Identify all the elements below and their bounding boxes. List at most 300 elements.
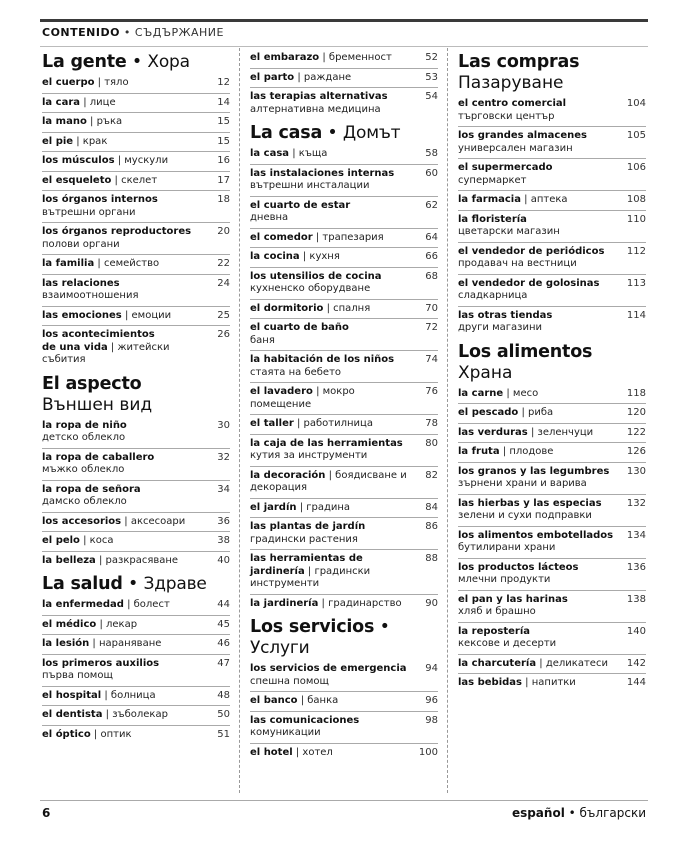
- section-heading: [458, 342, 646, 384]
- entry-separator: |: [312, 386, 323, 397]
- entry-title-bg: спалня: [333, 302, 371, 314]
- contents-entry[interactable]: [458, 658, 646, 671]
- contents-entry[interactable]: [42, 619, 230, 632]
- contents-entry[interactable]: [42, 116, 230, 129]
- contents-entry[interactable]: [250, 663, 438, 688]
- contents-entry[interactable]: [458, 626, 646, 651]
- entry-title-es: la farmacia: [458, 194, 521, 205]
- section-title-es: El aspecto: [42, 373, 142, 394]
- section-title-bg: Пазаруване: [458, 73, 564, 93]
- entry-page-number: 46: [217, 638, 230, 649]
- entry-separator: |: [293, 418, 304, 429]
- contents-entry[interactable]: [42, 638, 230, 651]
- entry-separator: |: [95, 554, 106, 566]
- entry-page-number: 80: [425, 437, 438, 449]
- entry-title-bg: цветарски магазин: [458, 226, 560, 237]
- entry-title-bg: стаята на бебето: [250, 366, 342, 378]
- entry-title-bg: зелени и сухи подправки: [458, 510, 592, 521]
- entry-separator: |: [503, 387, 513, 399]
- entry-divider: [458, 622, 646, 623]
- entry-title-bg: къща: [298, 148, 328, 159]
- entry-divider: [42, 274, 230, 275]
- entry-divider: [250, 434, 438, 435]
- entry-title-bg: градинарство: [328, 597, 402, 609]
- entry-divider: [42, 448, 230, 449]
- entry-title-bg: тяло: [104, 77, 129, 88]
- contents-entry[interactable]: [458, 162, 646, 187]
- entry-page-number: 72: [425, 322, 438, 333]
- section-title-es: La gente: [42, 52, 127, 72]
- contents-entry[interactable]: [458, 677, 646, 690]
- contents-entry[interactable]: [42, 155, 230, 168]
- entry-title-bg: кутия за инструменти: [250, 450, 368, 461]
- entry-divider: [250, 318, 438, 319]
- entry-title-bg: алтернативна медицина: [250, 103, 381, 115]
- entry-page-number: 84: [425, 501, 438, 513]
- contents-entry[interactable]: [250, 747, 438, 760]
- entry-title-es: el pelo: [42, 535, 80, 546]
- entry-title-bg: риба: [528, 407, 554, 418]
- entry-page-number: 106: [626, 162, 646, 173]
- entry-title-bg: хотел: [302, 746, 333, 758]
- section-heading: [42, 52, 230, 73]
- entry-separator: |: [296, 501, 307, 513]
- entry-divider: [42, 512, 230, 513]
- entry-divider: [42, 551, 230, 552]
- entry-page-number: 134: [626, 529, 646, 541]
- entry-separator: |: [292, 746, 303, 758]
- entry-title-es: la jardinería: [250, 597, 319, 609]
- contents-entry[interactable]: [42, 258, 230, 271]
- entry-separator: |: [304, 565, 315, 577]
- entry-title-es: la mano: [42, 116, 87, 127]
- entry-title-bg: лекар: [106, 618, 138, 630]
- entry-title-bg: аптека: [530, 194, 568, 205]
- contents-column-2: [250, 52, 438, 759]
- entry-title-bg: мокро помещение: [250, 386, 355, 410]
- entry-title-es: la casa: [250, 148, 290, 159]
- entry-divider: [42, 480, 230, 481]
- entry-page-number: 40: [217, 554, 230, 566]
- contents-header-title: [42, 26, 224, 39]
- contents-entry[interactable]: [42, 516, 230, 529]
- entry-divider: [42, 325, 230, 326]
- entry-title-bg: кексове и десерти: [458, 638, 557, 649]
- entry-separator: |: [294, 71, 304, 83]
- contents-column-3: [458, 52, 646, 690]
- section-title-es: Los alimentos: [458, 341, 593, 362]
- contents-entry[interactable]: [250, 695, 438, 708]
- entry-title-bg: универсален магазин: [458, 142, 573, 154]
- contents-entry[interactable]: [42, 690, 230, 703]
- entry-title-es-cont: jardinería: [250, 565, 305, 577]
- entry-title-bg: ръка: [96, 116, 123, 127]
- entry-separator: |: [299, 251, 310, 262]
- entry-page-number: 74: [425, 354, 438, 365]
- entry-title-es: el dentista: [42, 709, 103, 720]
- entry-title-es: los órganos reproductores: [42, 226, 192, 237]
- contents-entry[interactable]: [42, 452, 230, 477]
- section-bullet: •: [374, 617, 390, 637]
- entry-page-number: 50: [217, 709, 230, 720]
- entry-page-number: 58: [425, 148, 438, 159]
- contents-header-bar: [40, 19, 648, 47]
- entry-title-es: las relaciones: [42, 277, 120, 289]
- entry-title-es: la charcutería: [458, 657, 537, 669]
- contents-entry[interactable]: [458, 194, 646, 207]
- entry-divider: [250, 164, 438, 165]
- contents-entry[interactable]: [250, 251, 438, 264]
- entry-separator: |: [518, 407, 529, 418]
- entry-divider: [42, 705, 230, 706]
- contents-entry[interactable]: [42, 175, 230, 188]
- entry-divider: [250, 87, 438, 88]
- entry-title-bg: супермаркет: [458, 174, 527, 186]
- entry-page-number: 108: [626, 194, 646, 205]
- footer-lang-bg: български: [579, 806, 646, 820]
- contents-entry[interactable]: [250, 354, 438, 379]
- contents-entry[interactable]: [458, 466, 646, 491]
- entry-separator: |: [318, 597, 329, 609]
- entry-title-bg: скелет: [121, 174, 158, 186]
- entry-separator: |: [79, 535, 90, 546]
- contents-entry[interactable]: [458, 562, 646, 587]
- section-title-es: La casa: [250, 123, 323, 143]
- contents-entry[interactable]: [250, 386, 438, 411]
- entry-separator: |: [80, 96, 90, 108]
- contents-entry[interactable]: [250, 72, 438, 85]
- entry-divider: [458, 242, 646, 243]
- section-title-bg: Външен вид: [42, 394, 153, 415]
- entry-title-bg: напитки: [531, 677, 576, 688]
- contents-entry[interactable]: [458, 98, 646, 123]
- contents-entry[interactable]: [458, 246, 646, 271]
- entry-divider: [458, 558, 646, 559]
- contents-column-1: [42, 52, 230, 741]
- entry-divider: [42, 112, 230, 113]
- entry-divider: [250, 743, 438, 744]
- contents-entry[interactable]: [42, 599, 230, 612]
- entry-page-number: 78: [425, 418, 438, 429]
- entry-page-number: 100: [418, 746, 438, 758]
- entry-title-bg: баня: [250, 334, 275, 346]
- contents-entry[interactable]: [250, 303, 438, 316]
- entry-title-es: las hierbas y las especias: [458, 497, 602, 509]
- contents-entry[interactable]: [42, 278, 230, 303]
- entry-separator: |: [319, 52, 329, 63]
- entry-separator: |: [86, 116, 97, 127]
- entry-title-bg: разкрасяване: [105, 554, 179, 566]
- entry-page-number: 86: [425, 521, 438, 532]
- entry-title-es: los órganos internos: [42, 194, 158, 205]
- contents-entry[interactable]: [458, 214, 646, 239]
- contents-entry[interactable]: [458, 278, 646, 303]
- entry-title-es: las comunicaciones: [250, 714, 360, 726]
- entry-page-number: 38: [217, 535, 230, 546]
- contents-entry[interactable]: [250, 470, 438, 495]
- entry-separator: |: [536, 657, 546, 669]
- entry-title-es: el vendedor de golosinas: [458, 277, 600, 289]
- contents-entry[interactable]: [42, 329, 230, 367]
- contents-entry[interactable]: [458, 498, 646, 523]
- entry-page-number: 45: [217, 618, 230, 630]
- contents-entry[interactable]: [250, 200, 438, 225]
- entry-title-es: la cocina: [250, 251, 300, 262]
- contents-entry[interactable]: [458, 388, 646, 401]
- entry-divider: [250, 350, 438, 351]
- entry-title-es: el comedor: [250, 231, 313, 243]
- entry-divider: [42, 190, 230, 191]
- entry-separator: |: [94, 77, 105, 88]
- entry-divider: [250, 549, 438, 550]
- entry-title-bg: кухненско оборудване: [250, 283, 371, 294]
- entry-title-bg: детско облекло: [42, 432, 126, 443]
- entry-title-bg: боядисване и: [335, 469, 407, 481]
- section-title-bg: Хора: [147, 52, 190, 72]
- entry-separator: |: [101, 689, 111, 701]
- contents-entry[interactable]: [250, 148, 438, 161]
- entry-page-number: 17: [217, 174, 230, 186]
- entry-separator: |: [121, 515, 131, 527]
- entry-title-bg: декорация: [250, 482, 308, 493]
- entry-title-es: el pescado: [458, 407, 519, 418]
- entry-page-number: 64: [425, 231, 438, 243]
- entry-title-es: los granos y las legumbres: [458, 465, 610, 477]
- entry-title-bg: полови органи: [42, 238, 120, 250]
- contents-entry[interactable]: [42, 658, 230, 683]
- entry-divider: [458, 274, 646, 275]
- entry-page-number: 52: [425, 52, 438, 63]
- entry-title-bg: вътрешни органи: [42, 206, 136, 218]
- section-title-bg: Услуги: [250, 638, 310, 658]
- entry-title-es: las plantas de jardín: [250, 521, 366, 532]
- entry-page-number: 76: [425, 386, 438, 397]
- contents-entry[interactable]: [42, 194, 230, 219]
- entry-separator: |: [323, 302, 334, 314]
- entry-page-number: 126: [626, 446, 646, 457]
- entry-page-number: 142: [626, 657, 646, 669]
- entry-page-number: 98: [425, 714, 438, 726]
- contents-entry[interactable]: [250, 168, 438, 193]
- entry-divider: [42, 306, 230, 307]
- entry-separator: |: [520, 194, 531, 205]
- entry-title-es: el centro comercial: [458, 98, 567, 109]
- entry-title-es: la cara: [42, 96, 81, 108]
- contents-entry[interactable]: [42, 97, 230, 110]
- header-title-bg: СЪДЪРЖАНИЕ: [134, 26, 224, 39]
- entry-page-number: 26: [217, 329, 230, 340]
- contents-entry[interactable]: [250, 553, 438, 591]
- entry-title-bg: оптик: [100, 728, 132, 740]
- entry-title-bg: плодове: [509, 446, 554, 457]
- contents-entry[interactable]: [42, 484, 230, 509]
- entry-title-es: los grandes almacenes: [458, 130, 587, 141]
- entry-page-number: 53: [425, 71, 438, 83]
- entry-separator: |: [312, 231, 323, 243]
- entry-page-number: 20: [217, 226, 230, 237]
- contents-entry[interactable]: [458, 310, 646, 335]
- entry-title-bg: вътрешни инсталации: [250, 180, 370, 191]
- entry-separator: |: [73, 135, 83, 147]
- entry-page-number: 68: [425, 270, 438, 282]
- contents-entry[interactable]: [458, 407, 646, 420]
- entry-divider: [458, 654, 646, 655]
- entry-page-number: 112: [626, 245, 646, 257]
- entry-divider: [458, 526, 646, 527]
- contents-entry[interactable]: [42, 535, 230, 548]
- entry-divider: [250, 228, 438, 229]
- entry-page-number: 104: [626, 98, 646, 109]
- entry-page-number: 122: [626, 426, 646, 438]
- footer-separator: •: [564, 806, 580, 820]
- entry-title-bg: дневна: [250, 212, 289, 223]
- entry-title-es: el lavadero: [250, 386, 313, 397]
- contents-entry[interactable]: [458, 446, 646, 459]
- contents-entry[interactable]: [250, 598, 438, 611]
- entry-title-es: la fruta: [458, 446, 500, 457]
- entry-page-number: 12: [217, 77, 230, 88]
- section-title-bg: Храна: [458, 362, 513, 383]
- entry-divider: [42, 531, 230, 532]
- contents-entry[interactable]: [250, 418, 438, 431]
- entry-divider: [42, 254, 230, 255]
- contents-entry[interactable]: [42, 136, 230, 149]
- entry-page-number: 36: [217, 515, 230, 527]
- entry-divider: [458, 306, 646, 307]
- contents-entry[interactable]: [42, 709, 230, 722]
- contents-entry[interactable]: [458, 530, 646, 555]
- entry-title-es: la ropa de caballero: [42, 451, 155, 463]
- entry-divider: [250, 382, 438, 383]
- entry-page-number: 120: [626, 407, 646, 418]
- entry-title-es: el supermercado: [458, 162, 553, 173]
- entry-divider: [250, 247, 438, 248]
- contents-entry[interactable]: [42, 310, 230, 323]
- contents-entry[interactable]: [250, 271, 438, 296]
- entry-title-bg: зъболекар: [112, 709, 168, 720]
- section-title-es: Los servicios: [250, 617, 375, 637]
- entry-title-bg: коса: [89, 535, 114, 546]
- entry-page-number: 90: [425, 597, 438, 609]
- entry-divider: [250, 299, 438, 300]
- entry-title-es: la lesión: [42, 638, 90, 649]
- entry-divider: [458, 673, 646, 674]
- entry-title-es: el hotel: [250, 746, 293, 758]
- entry-title-bg: мускули: [124, 155, 169, 166]
- entry-page-number: 14: [217, 96, 230, 108]
- entry-separator: |: [527, 426, 538, 438]
- entry-separator: |: [297, 695, 308, 706]
- entry-title-bg: трапезария: [322, 231, 384, 243]
- entry-title-bg: житейски събития: [42, 341, 170, 365]
- entry-title-es: el esqueleto: [42, 174, 112, 186]
- entry-title-es: el embarazo: [250, 52, 320, 63]
- entry-title-bg: мъжко облекло: [42, 464, 125, 475]
- entry-divider: [42, 634, 230, 635]
- section-title-bg: Здраве: [143, 574, 207, 594]
- entry-title-bg: деликатеси: [545, 657, 608, 669]
- entry-page-number: 96: [425, 695, 438, 706]
- entry-title-es: la belleza: [42, 554, 96, 566]
- contents-entry[interactable]: [250, 91, 438, 116]
- entry-page-number: 60: [425, 167, 438, 179]
- entry-page-number: 18: [217, 194, 230, 205]
- entry-page-number: 113: [626, 277, 646, 289]
- entry-page-number: 132: [626, 497, 646, 509]
- contents-entry[interactable]: [250, 438, 438, 463]
- entry-page-number: 105: [626, 130, 646, 141]
- entry-separator: |: [121, 309, 132, 321]
- entry-page-number: 30: [217, 419, 230, 431]
- entry-title-es: las herramientas de: [250, 553, 363, 564]
- entry-page-number: 25: [217, 309, 230, 321]
- entry-title-bg: нараняване: [98, 638, 162, 649]
- entry-title-es: el parto: [250, 71, 295, 83]
- contents-entry[interactable]: [42, 77, 230, 90]
- entry-divider: [458, 494, 646, 495]
- entry-page-number: 16: [217, 155, 230, 166]
- entry-page-number: 15: [217, 116, 230, 127]
- entry-title-bg: дамско облекло: [42, 496, 127, 507]
- entry-title-bg: сладкарница: [458, 290, 528, 301]
- entry-page-number: 110: [626, 213, 646, 225]
- section-heading: [42, 374, 230, 416]
- contents-entry[interactable]: [250, 52, 438, 65]
- contents-entry[interactable]: [458, 594, 646, 619]
- entry-divider: [250, 414, 438, 415]
- entry-divider: [42, 222, 230, 223]
- entry-title-es: las bebidas: [458, 677, 522, 688]
- contents-entry[interactable]: [250, 521, 438, 546]
- entry-title-es: las terapias alternativas: [250, 91, 388, 102]
- contents-entry[interactable]: [458, 130, 646, 155]
- contents-entry[interactable]: [42, 555, 230, 568]
- page-number: 6: [42, 806, 51, 820]
- entry-title-es: el banco: [250, 695, 298, 706]
- entry-title-bg: хляб и брашно: [458, 606, 536, 617]
- entry-title-bg: месо: [512, 387, 539, 399]
- footer-languages: [512, 806, 646, 820]
- contents-entry[interactable]: [250, 715, 438, 740]
- contents-entry[interactable]: [250, 232, 438, 245]
- entry-separator: |: [96, 618, 107, 630]
- entry-title-es: el cuarto de estar: [250, 199, 351, 211]
- entry-page-number: 114: [626, 309, 646, 321]
- entry-page-number: 22: [217, 258, 230, 269]
- entry-divider: [458, 403, 646, 404]
- entry-divider: [42, 93, 230, 94]
- contents-entry[interactable]: [250, 502, 438, 515]
- section-heading: [250, 123, 438, 144]
- section-bullet: •: [322, 123, 343, 143]
- entry-page-number: 62: [425, 199, 438, 211]
- entry-separator: |: [90, 728, 101, 740]
- entry-divider: [250, 466, 438, 467]
- entry-title-bg: кухня: [309, 251, 340, 262]
- entry-title-bg: банка: [307, 695, 339, 706]
- contents-entry[interactable]: [42, 729, 230, 742]
- entry-page-number: 130: [626, 465, 646, 477]
- contents-entry[interactable]: [250, 322, 438, 347]
- entry-title-es: la carne: [458, 387, 504, 399]
- entry-divider: [250, 594, 438, 595]
- contents-entry[interactable]: [42, 420, 230, 445]
- contents-entry[interactable]: [42, 226, 230, 251]
- entry-title-bg: работилница: [303, 418, 373, 429]
- entry-separator: |: [94, 258, 104, 269]
- contents-entry[interactable]: [458, 427, 646, 440]
- entry-title-bg: продавач на вестници: [458, 258, 577, 269]
